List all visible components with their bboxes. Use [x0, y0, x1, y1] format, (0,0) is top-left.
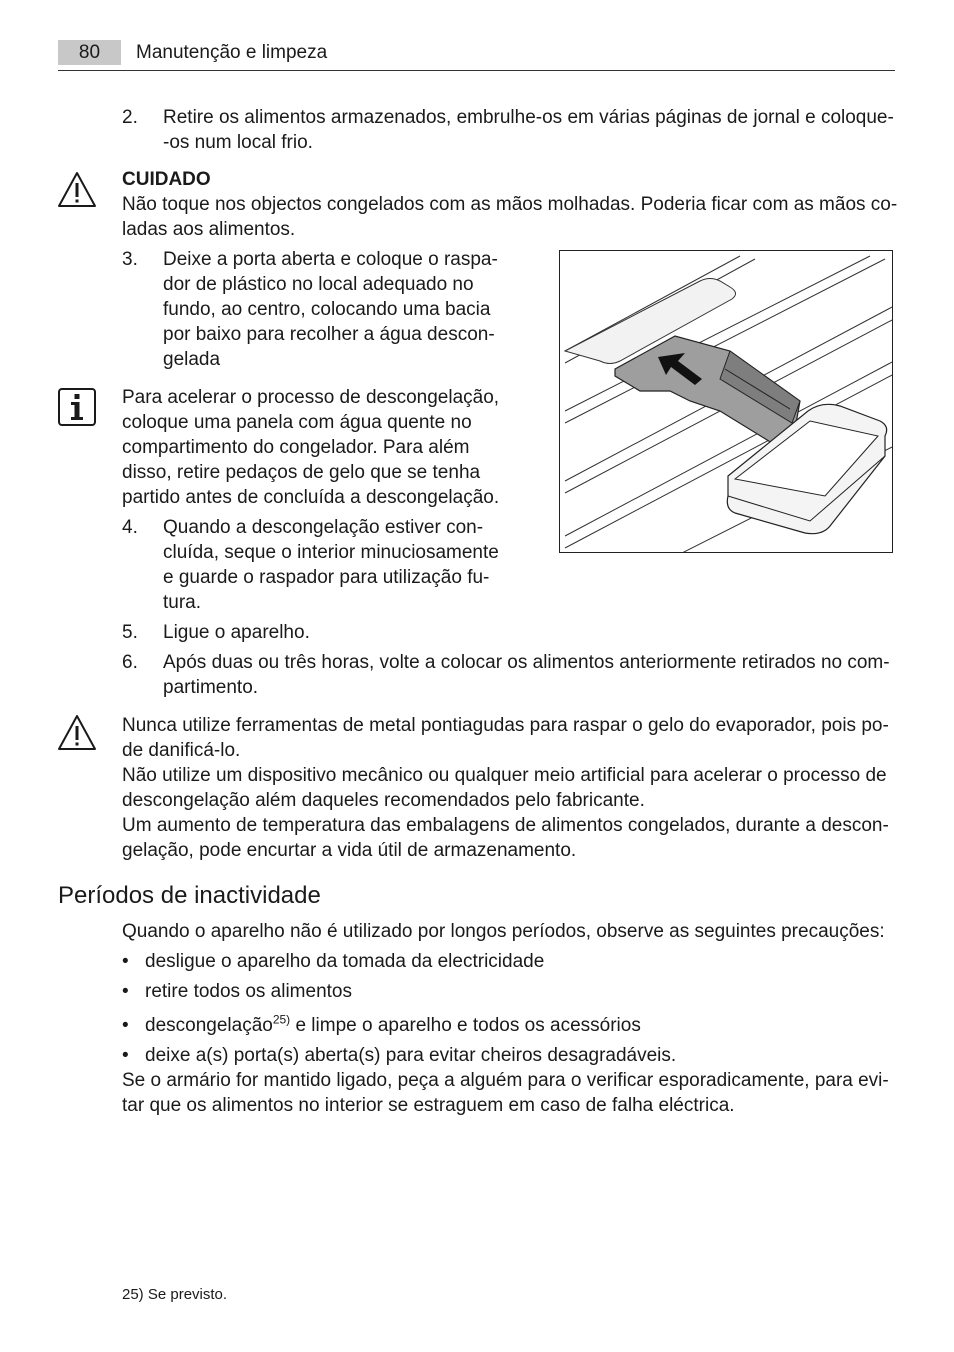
inactivity-outro-line-2: tar que os alimentos no interior se estraguem em caso de falha eléctrica.	[122, 1095, 735, 1116]
bullet-4: deixe a(s) porta(s) aberta(s) para evitar cheiros desagradáveis.	[145, 1045, 677, 1066]
footnote: 25) Se previsto.	[122, 1286, 228, 1303]
bullet: •	[122, 981, 129, 1002]
bullet-2: retire todos os alimentos	[145, 981, 352, 1002]
footnote-marker: 25)	[272, 1012, 291, 1027]
info-line-4: disso, retire pedaços de gelo que se tenha	[122, 462, 481, 483]
caution-line-2: ladas aos alimentos.	[122, 219, 296, 240]
bullet-1: desligue o aparelho da tomada da electricidade	[145, 951, 545, 972]
step-4-number: 4.	[122, 517, 138, 538]
bullet: •	[122, 951, 129, 972]
step-4-line-3: e guarde o raspador para utilização fu-	[163, 567, 490, 588]
step-2-line-2: -os num local frio.	[163, 132, 313, 153]
warning-icon	[57, 713, 97, 753]
section-title: Períodos de inactividade	[58, 882, 321, 909]
warning-icon	[57, 170, 97, 210]
bullet: •	[122, 1015, 129, 1036]
step-3-number: 3.	[122, 249, 138, 270]
warning2-line-3: Não utilize um dispositivo mecânico ou qualquer meio artificial para acelerar o processo de	[122, 765, 887, 786]
caution-title: CUIDADO	[122, 169, 211, 190]
step-4-line-4: tura.	[163, 592, 202, 613]
warning2-line-6: gelação, pode encurtar a vida útil de armazenamento.	[122, 840, 577, 861]
step-6-line-1: Após duas ou três horas, volte a colocar os alimentos anteriormente retirados no com-	[163, 652, 890, 673]
warning2-line-5: Um aumento de temperatura das embalagens de alimentos congelados, durante a descon-	[122, 815, 889, 836]
bullet: •	[122, 1045, 129, 1066]
step-3-line-1: Deixe a porta aberta e coloque o raspa-	[163, 249, 498, 270]
page-number: 80	[58, 40, 121, 65]
bullet-3	[145, 1013, 641, 1038]
info-line-2: coloque uma panela com água quente no	[122, 412, 472, 433]
step-4-line-2: cluída, seque o interior minuciosamente	[163, 542, 499, 563]
step-3-line-5: gelada	[163, 349, 221, 370]
caution-line-1: Não toque nos objectos congelados com as mãos molhadas. Poderia ficar com as mãos co-	[122, 194, 898, 215]
step-5-number: 5.	[122, 622, 138, 643]
step-2-number: 2.	[122, 107, 138, 128]
info-line-5: partido antes de concluída a descongelação.	[122, 487, 500, 508]
scraper-illustration	[559, 250, 893, 553]
section-header: Manutenção e limpeza	[136, 42, 328, 63]
info-icon	[57, 387, 97, 427]
step-4-line-1: Quando a descongelação estiver con-	[163, 517, 484, 538]
step-6-line-2: partimento.	[163, 677, 259, 698]
step-2-line-1: Retire os alimentos armazenados, embrulhe-os em várias páginas de jornal e coloque-	[163, 107, 894, 128]
scraper-drawing	[560, 251, 893, 553]
warning2-line-2: de danificá-lo.	[122, 740, 241, 761]
bullet-3-text-a: descongelação	[145, 1015, 273, 1036]
step-3-line-2: dor de plástico no local adequado no	[163, 274, 474, 295]
warning2-line-1: Nunca utilize ferramentas de metal pontiagudas para raspar o gelo do evaporador, pois po-	[122, 715, 889, 736]
inactivity-outro-line-1: Se o armário for mantido ligado, peça a alguém para o verificar esporadicamente, para evi-	[122, 1070, 889, 1091]
header-rule	[58, 70, 895, 71]
bullet-3-text-b: e limpe o aparelho e todos os acessórios	[290, 1015, 641, 1036]
step-3-line-4: por baixo para recolher a água descon-	[163, 324, 495, 345]
step-5-text: Ligue o aparelho.	[163, 622, 310, 643]
step-3-line-3: fundo, ao centro, colocando uma bacia	[163, 299, 491, 320]
step-6-number: 6.	[122, 652, 138, 673]
inactivity-intro: Quando o aparelho não é utilizado por longos períodos, observe as seguintes precauções:	[122, 921, 885, 942]
info-line-1: Para acelerar o processo de descongelação,	[122, 387, 500, 408]
info-line-3: compartimento do congelador. Para além	[122, 437, 470, 458]
warning2-line-4: descongelação além daqueles recomendados pelo fabricante.	[122, 790, 645, 811]
